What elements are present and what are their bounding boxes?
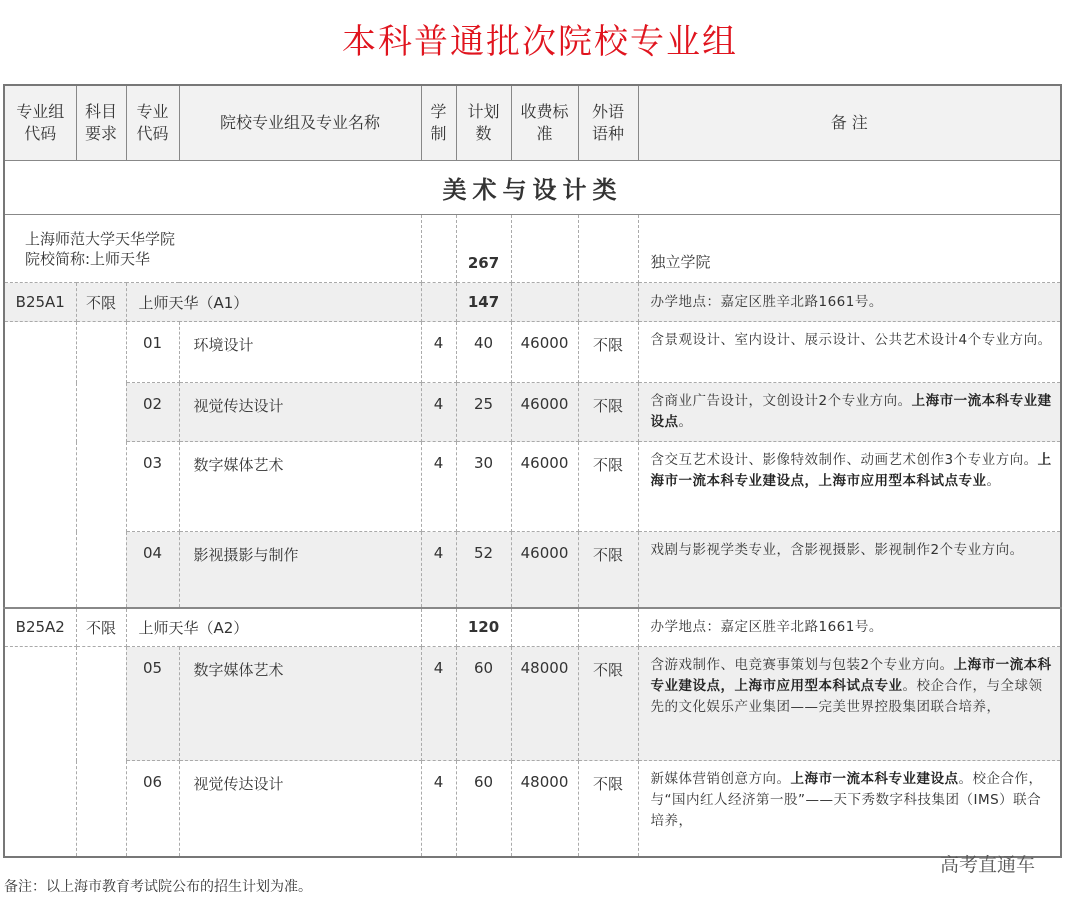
note-text: 含商业广告设计，文创设计2个专业方向。 <box>650 393 912 409</box>
major-years: 4 <box>421 442 456 532</box>
major-row <box>4 761 1061 857</box>
column-header: 计划数 <box>456 85 511 161</box>
major-plan: 52 <box>456 532 511 608</box>
watermark: 高考直通车 <box>940 854 1036 876</box>
school-plan: 267 <box>456 215 511 283</box>
major-plan: 60 <box>456 647 511 761</box>
major-fee: 48000 <box>511 647 578 761</box>
major-name: 数字媒体艺术 <box>179 442 421 532</box>
major-language: 不限 <box>578 442 638 532</box>
major-note <box>638 442 1061 532</box>
note-text: 上海市一流本科专业建设点 <box>650 393 1052 430</box>
note-text: 上海市一流本科专业建设点 <box>790 771 959 787</box>
major-years: 4 <box>421 532 456 608</box>
major-row <box>4 647 1061 761</box>
group-note: 办学地点：嘉定区胜辛北路1661号。 <box>638 608 1061 647</box>
major-years: 4 <box>421 761 456 857</box>
school-row <box>4 215 1061 283</box>
column-header: 科目要求 <box>76 85 126 161</box>
major-note <box>638 322 1061 383</box>
note-text: 新媒体营销创意方向。 <box>650 771 791 787</box>
column-header: 学制 <box>421 85 456 161</box>
major-name: 视觉传达设计 <box>179 761 421 857</box>
major-row <box>4 532 1061 608</box>
major-note <box>638 532 1061 608</box>
note-text: 含游戏制作、电竞赛事策划与包装2个专业方向。 <box>650 657 954 673</box>
major-name: 数字媒体艺术 <box>179 647 421 761</box>
column-header: 专业组代码 <box>4 85 76 161</box>
column-header: 备 注 <box>638 85 1061 161</box>
footnote: 备注：以上海市教育考试院公布的招生计划为准。 <box>4 879 312 895</box>
major-code: 03 <box>126 442 179 532</box>
major-row <box>4 383 1061 442</box>
major-plan: 25 <box>456 383 511 442</box>
major-language: 不限 <box>578 383 638 442</box>
note-text: 。校企合作，与全球领先的文化娱乐产业集团——完美世界控股集团联合培养， <box>650 678 1043 715</box>
major-fee: 46000 <box>511 532 578 608</box>
note-text: 。 <box>678 414 693 430</box>
major-code: 04 <box>126 532 179 608</box>
major-name: 视觉传达设计 <box>179 383 421 442</box>
school-name: 上海师范大学天华学院 <box>25 229 176 248</box>
major-fee: 48000 <box>511 761 578 857</box>
group-name: 上师天华（A2） <box>126 608 421 647</box>
major-name: 环境设计 <box>179 322 421 383</box>
note-text: 。 <box>986 473 1001 489</box>
note-text: 上海市一流本科专业建设点，上海市应用型本科试点专业 <box>650 452 1052 489</box>
major-note <box>638 761 1061 857</box>
major-language: 不限 <box>578 761 638 857</box>
page-title: 本科普通批次院校专业组 <box>342 22 738 62</box>
major-row <box>4 442 1061 532</box>
major-code: 05 <box>126 647 179 761</box>
group-code: B25A1 <box>4 283 76 322</box>
group-note: 办学地点：嘉定区胜辛北路1661号。 <box>638 283 1061 322</box>
note-text: 戏剧与影视学类专业，含影视摄影、影视制作2个专业方向。 <box>650 542 1024 558</box>
major-note <box>638 647 1061 761</box>
note-text: 。校企合作，与“国内红人经济第一股”——天下秀数字科技集团（IMS）联合培养， <box>650 771 1043 829</box>
major-row <box>4 322 1061 383</box>
major-years: 4 <box>421 383 456 442</box>
group-plan: 147 <box>456 283 511 322</box>
note-text: 含交互艺术设计、影像特效制作、动画艺术创作3个专业方向。 <box>650 452 1038 468</box>
major-language: 不限 <box>578 322 638 383</box>
column-header: 专业代码 <box>126 85 179 161</box>
major-code: 01 <box>126 322 179 383</box>
major-fee: 46000 <box>511 383 578 442</box>
major-years: 4 <box>421 322 456 383</box>
category-heading: 美术与设计类 <box>4 161 1061 215</box>
group-plan: 120 <box>456 608 511 647</box>
major-language: 不限 <box>578 647 638 761</box>
column-header: 外语语种 <box>578 85 638 161</box>
major-name: 影视摄影与制作 <box>179 532 421 608</box>
major-plan: 30 <box>456 442 511 532</box>
group-row <box>4 283 1061 322</box>
major-plan: 40 <box>456 322 511 383</box>
note-text: 上海市一流本科专业建设点，上海市应用型本科试点专业 <box>650 657 1052 694</box>
admission-table <box>3 84 1062 858</box>
school-note: 独立学院 <box>638 215 1061 283</box>
major-years: 4 <box>421 647 456 761</box>
school-short: 院校简称:上师天华 <box>25 249 151 268</box>
major-language: 不限 <box>578 532 638 608</box>
major-fee: 46000 <box>511 322 578 383</box>
major-note <box>638 383 1061 442</box>
column-header: 院校专业组及专业名称 <box>179 85 421 161</box>
major-fee: 46000 <box>511 442 578 532</box>
subject-requirement: 不限 <box>76 608 126 647</box>
note-text: 含景观设计、室内设计、展示设计、公共艺术设计4个专业方向。 <box>650 332 1052 348</box>
major-plan: 60 <box>456 761 511 857</box>
column-header: 收费标准 <box>511 85 578 161</box>
major-code: 06 <box>126 761 179 857</box>
group-code: B25A2 <box>4 608 76 647</box>
group-name: 上师天华（A1） <box>126 283 421 322</box>
group-row <box>4 608 1061 647</box>
subject-requirement: 不限 <box>76 283 126 322</box>
major-code: 02 <box>126 383 179 442</box>
